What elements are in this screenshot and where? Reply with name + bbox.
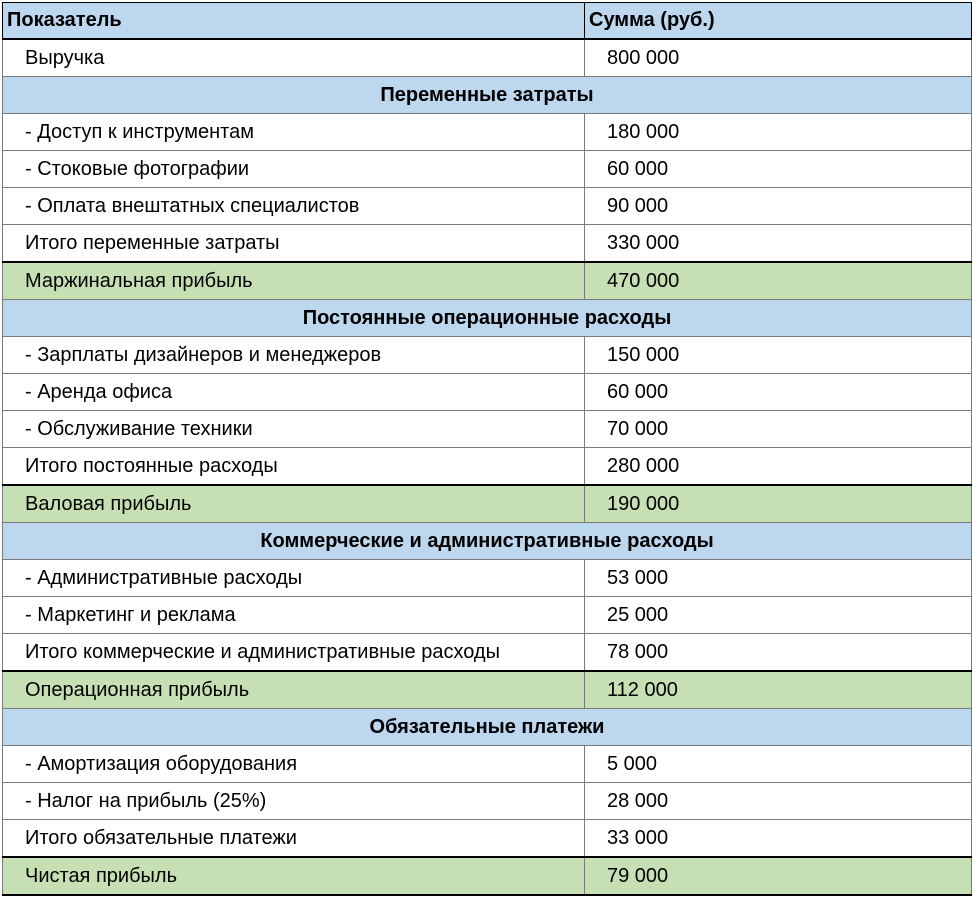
section-header-row <box>3 77 972 114</box>
row-amount: 330 000 <box>585 225 972 263</box>
row-amount: 60 000 <box>585 151 972 188</box>
row-amount: 800 000 <box>585 39 972 77</box>
row-amount: 70 000 <box>585 411 972 448</box>
row-amount: 25 000 <box>585 597 972 634</box>
row-label: Чистая прибыль <box>3 857 585 895</box>
table-body <box>3 39 972 895</box>
row-amount: 5 000 <box>585 746 972 783</box>
row-label: Итого постоянные расходы <box>3 448 585 486</box>
row-amount: 180 000 <box>585 114 972 151</box>
profit-loss-table <box>2 2 972 896</box>
row-amount: 28 000 <box>585 783 972 820</box>
section-title: Постоянные операционные расходы <box>3 300 972 337</box>
row-amount: 470 000 <box>585 262 972 300</box>
row-amount: 53 000 <box>585 560 972 597</box>
section-title: Коммерческие и административные расходы <box>3 523 972 560</box>
table-row <box>3 114 972 151</box>
table-row <box>3 634 972 672</box>
table-row <box>3 411 972 448</box>
row-label: - Зарплаты дизайнеров и менеджеров <box>3 337 585 374</box>
row-label: - Маркетинг и реклама <box>3 597 585 634</box>
row-label: - Административные расходы <box>3 560 585 597</box>
row-amount: 112 000 <box>585 671 972 709</box>
row-label: Выручка <box>3 39 585 77</box>
column-header-amount: Сумма (руб.) <box>585 3 972 40</box>
row-label: Операционная прибыль <box>3 671 585 709</box>
table-row <box>3 560 972 597</box>
row-label: - Стоковые фотографии <box>3 151 585 188</box>
row-label: Итого коммерческие и административные расходы <box>3 634 585 672</box>
row-amount: 90 000 <box>585 188 972 225</box>
section-title: Обязательные платежи <box>3 709 972 746</box>
row-amount: 78 000 <box>585 634 972 672</box>
table-row <box>3 225 972 263</box>
result-row <box>3 262 972 300</box>
row-amount: 33 000 <box>585 820 972 858</box>
row-label: Итого обязательные платежи <box>3 820 585 858</box>
table-row <box>3 151 972 188</box>
row-label: Валовая прибыль <box>3 485 585 523</box>
row-label: Маржинальная прибыль <box>3 262 585 300</box>
section-header-row <box>3 709 972 746</box>
table-header-row <box>3 3 972 40</box>
table-row <box>3 39 972 77</box>
column-header-indicator: Показатель <box>3 3 585 40</box>
row-amount: 150 000 <box>585 337 972 374</box>
row-amount: 60 000 <box>585 374 972 411</box>
table-row <box>3 188 972 225</box>
table-row <box>3 597 972 634</box>
section-title: Переменные затраты <box>3 77 972 114</box>
row-label: - Налог на прибыль (25%) <box>3 783 585 820</box>
table-row <box>3 746 972 783</box>
table-row <box>3 783 972 820</box>
row-label: - Амортизация оборудования <box>3 746 585 783</box>
row-amount: 79 000 <box>585 857 972 895</box>
table-row <box>3 337 972 374</box>
row-amount: 280 000 <box>585 448 972 486</box>
row-label: - Обслуживание техники <box>3 411 585 448</box>
row-amount: 190 000 <box>585 485 972 523</box>
result-row <box>3 857 972 895</box>
section-header-row <box>3 300 972 337</box>
result-row <box>3 671 972 709</box>
row-label: - Аренда офиса <box>3 374 585 411</box>
result-row <box>3 485 972 523</box>
row-label: Итого переменные затраты <box>3 225 585 263</box>
table-row <box>3 820 972 858</box>
table-row <box>3 374 972 411</box>
section-header-row <box>3 523 972 560</box>
row-label: - Оплата внештатных специалистов <box>3 188 585 225</box>
table-row <box>3 448 972 486</box>
row-label: - Доступ к инструментам <box>3 114 585 151</box>
